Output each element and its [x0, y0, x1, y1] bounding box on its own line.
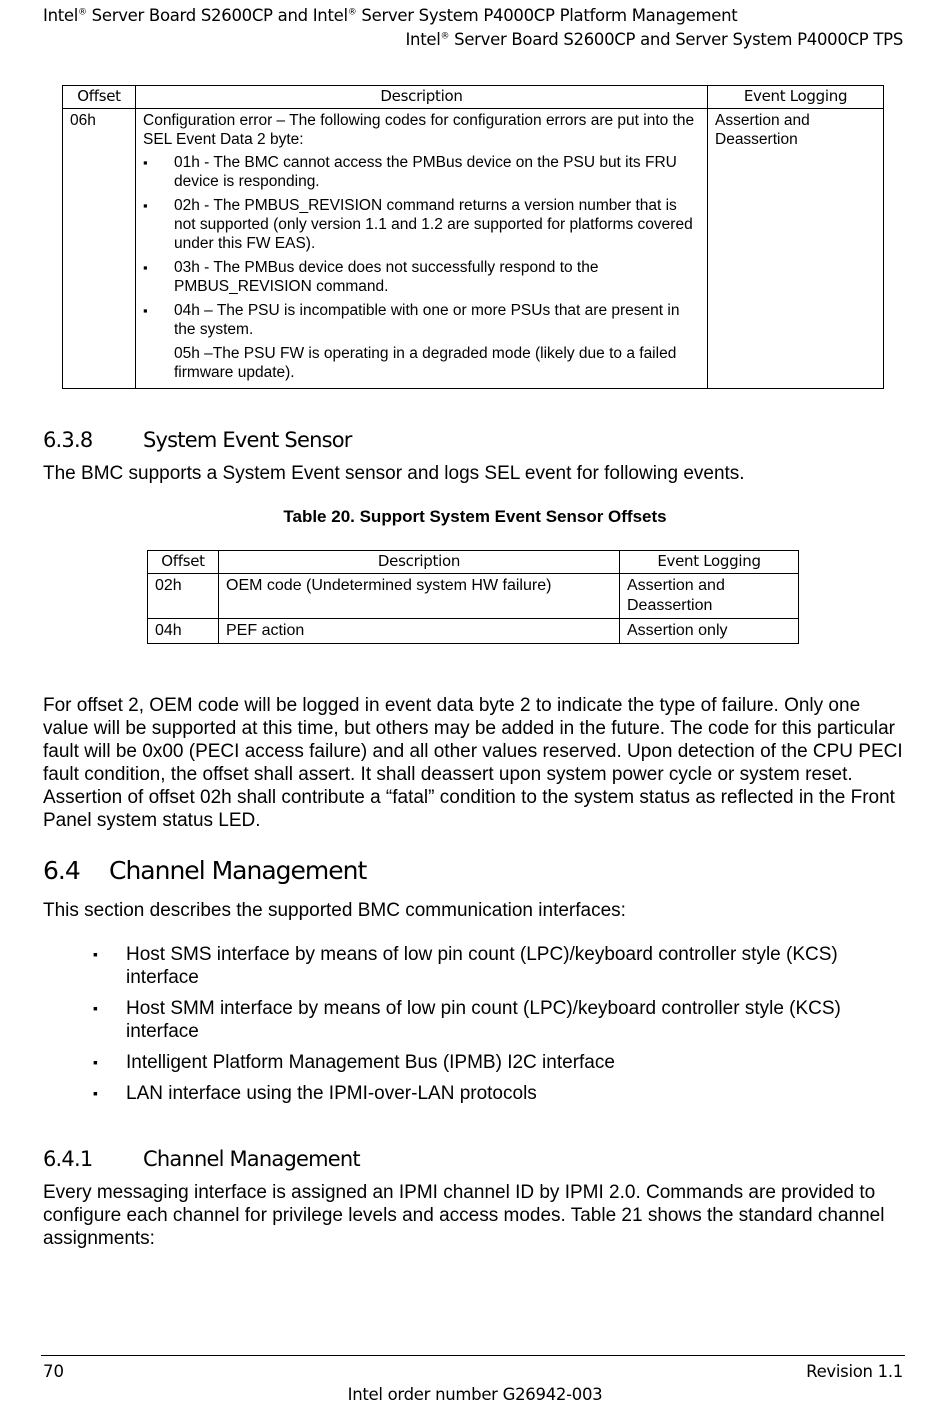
body-paragraph: The BMC supports a System Event sensor and logs SEL event for following events.	[43, 463, 745, 484]
running-header-subtitle: Intel® Server Board S2600CP and Server System P4000CP TPS	[405, 30, 903, 49]
description-cell: OEM code (Undetermined system HW failure)	[219, 574, 620, 619]
list-item: ▪ 03h - The PMBus device does not successfully respond to the PMBUS_REVISION command.	[143, 258, 700, 296]
table-row	[148, 574, 799, 619]
table-header-row	[148, 551, 799, 574]
section-number: 6.4.1	[43, 1147, 93, 1171]
section-heading-6-4-1	[43, 1147, 360, 1171]
column-header: Offset	[63, 86, 136, 109]
description-cell: PEF action	[219, 619, 620, 644]
page-number: 70	[43, 1362, 64, 1381]
column-header: Description	[136, 86, 708, 109]
section-title: System Event Sensor	[143, 428, 352, 452]
table-row	[63, 109, 884, 389]
table-row	[148, 619, 799, 644]
offset-cell: 04h	[148, 619, 219, 644]
system-event-sensor-table	[147, 550, 799, 644]
body-paragraph: For offset 2, OEM code will be logged in event data byte 2 to indicate the type of failure. Only one value will be supported at this time, but others may be added in the future. The code for this particular fault will be 0x00 (PECI access failure) and all other values reserved. Upon detection of the CPU PECI fault condition, the offset shall assert. It shall deassert upon system power cycle or system reset. Assertion of offset 02h shall contribute a “fatal” condition to the system status as reflected in the Front Panel system status LED.	[43, 695, 903, 831]
list-item: ▪ Host SMS interface by means of low pin count (LPC)/keyboard controller style (KCS) interface	[93, 943, 903, 989]
revision-label: Revision 1.1	[806, 1362, 903, 1381]
footer-divider	[41, 1355, 905, 1356]
description-cell	[136, 109, 708, 389]
list-item: ▪ 01h - The BMC cannot access the PMBus device on the PSU but its FRU device is responding.	[143, 153, 700, 191]
error-code-list	[143, 153, 700, 339]
offset-cell: 06h	[63, 109, 136, 389]
list-item: ▪ 02h - The PMBUS_REVISION command returns a version number that is not supported (only version 1.1 and 1.2 are supported for platforms covered under this FW EAS).	[143, 196, 700, 253]
interface-list	[93, 943, 903, 1113]
running-header-title: Intel® Server Board S2600CP and Intel® Server System P4000CP Platform Management	[43, 6, 738, 25]
list-item: ▪ LAN interface using the IPMI-over-LAN protocols	[93, 1082, 903, 1105]
column-header: Event Logging	[620, 551, 799, 574]
section-number: 6.3.8	[43, 428, 93, 452]
event-logging-cell: Assertion only	[620, 619, 799, 644]
section-title: Channel Management	[109, 856, 367, 885]
column-header: Description	[219, 551, 620, 574]
section-heading-6-3-8	[43, 428, 352, 452]
section-heading-6-4	[43, 856, 366, 885]
config-error-table	[62, 85, 884, 389]
body-paragraph: Every messaging interface is assigned an IPMI channel ID by IPMI 2.0. Commands are provided to configure each channel for privilege levels and access modes. Table 21 shows the standard channel assignments:	[43, 1182, 885, 1249]
column-header: Offset	[148, 551, 219, 574]
offset-cell: 02h	[148, 574, 219, 619]
column-header: Event Logging	[708, 86, 884, 109]
event-logging-cell: Assertion and Deassertion	[620, 574, 799, 619]
list-item: ▪ Intelligent Platform Management Bus (IPMB) I2C interface	[93, 1051, 903, 1074]
list-item: ▪ 04h – The PSU is incompatible with one or more PSUs that are present in the system.	[143, 301, 700, 339]
table-caption: Table 20. Support System Event Sensor Offsets	[283, 507, 667, 526]
section-title: Channel Management	[143, 1147, 360, 1171]
body-paragraph: This section describes the supported BMC communication interfaces:	[43, 900, 626, 921]
order-number: Intel order number G26942-003	[347, 1385, 603, 1404]
event-logging-cell: Assertion and Deassertion	[708, 109, 884, 389]
section-number: 6.4	[43, 856, 80, 885]
table-header-row	[63, 86, 884, 109]
description-intro: Configuration error – The following codes for configuration errors are put into the SEL Event Data 2 byte:	[143, 112, 695, 148]
list-item-unbulleted: 05h –The PSU FW is operating in a degraded mode (likely due to a failed firmware update).	[174, 345, 677, 381]
list-item: ▪ Host SMM interface by means of low pin count (LPC)/keyboard controller style (KCS) interface	[93, 997, 903, 1043]
